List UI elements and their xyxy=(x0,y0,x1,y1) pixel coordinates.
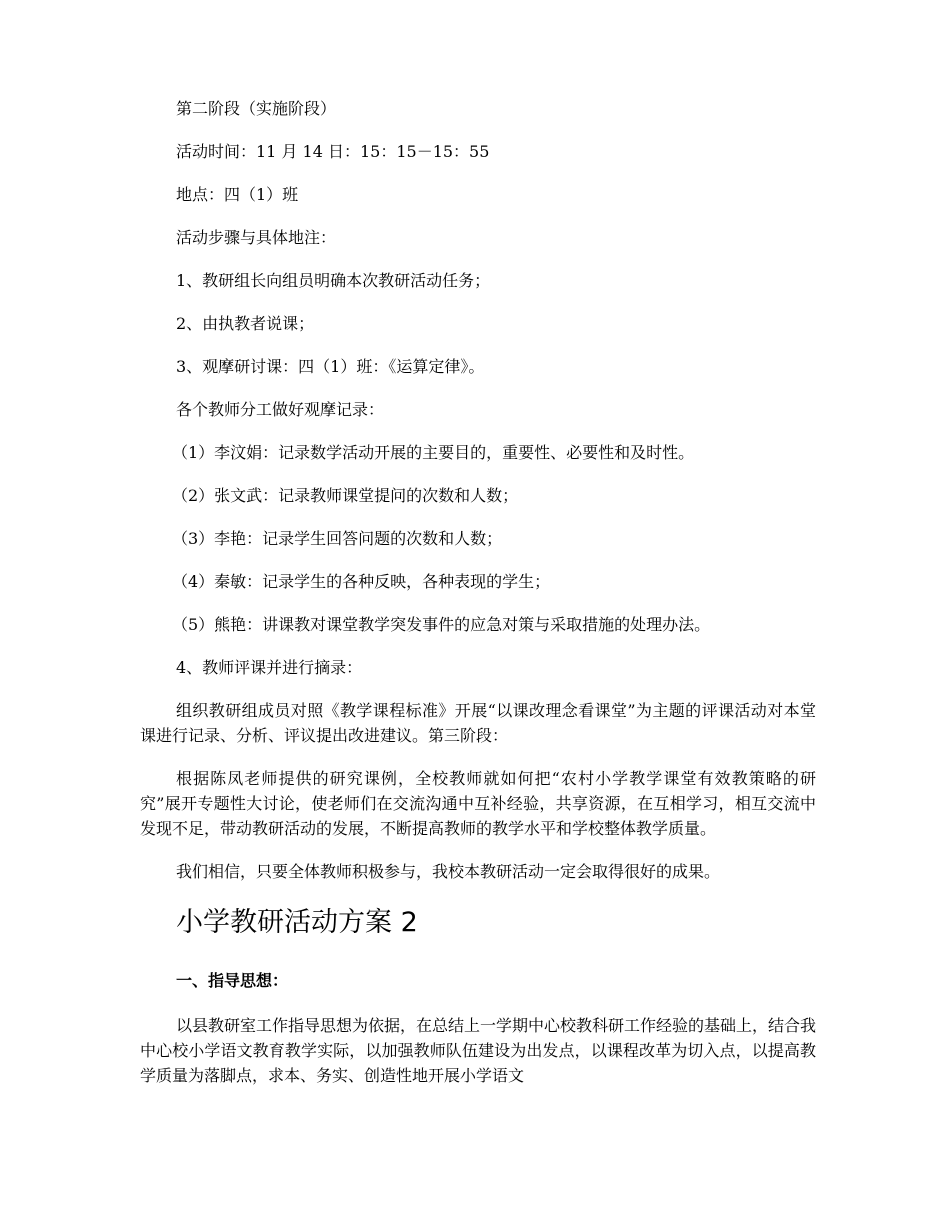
paragraph-discussion: 根据陈凤老师提供的研究课例，全校教师就如何把“农村小学教学课堂有效教策略的研究”展开专题性大讨论，使老师们在交流沟通中互补经验，共享资源，在互相学习，相互交流中发现不足，带动教研活动的发展，不断提高教师的教学水平和学校整体教学质量。 xyxy=(140,769,816,838)
document-content xyxy=(140,96,816,1106)
observer-item: （1）李汶娟：记录数学活动开展的主要目的，重要性、必要性和及时性。 xyxy=(172,443,695,462)
observer-item: （3）李艳：记录学生回答问题的次数和人数； xyxy=(172,529,503,548)
step-4: 4、教师评课并进行摘录： xyxy=(176,658,363,677)
step-1: 1、教研组长向组员明确本次教研活动任务； xyxy=(176,271,491,290)
section-title-guiding-ideology: 一、指导思想： xyxy=(176,971,289,990)
step-3: 3、观摩研讨课：四（1）班：《运算定律》。 xyxy=(176,357,485,376)
stage-title: 第二阶段（实施阶段） xyxy=(176,99,337,118)
observer-item: （2）张文武：记录教师课堂提问的次数和人数； xyxy=(172,486,519,505)
observer-item: （4）秦敏：记录学生的各种反映，各种表现的学生； xyxy=(172,572,551,591)
paragraph-guiding-ideology: 以县教研室工作指导思想为依据，在总结上一学期中心校教科研工作经验的基础上，结合我中心校小学语文教育教学实际，以加强教师队伍建设为出发点，以课程改革为切入点，以提高教学质量为落脚点，求本、务实、创造性地开展小学语文 xyxy=(140,1016,817,1085)
observe-label: 各个教师分工做好观摩记录： xyxy=(176,400,385,419)
paragraph-conclusion: 我们相信，只要全体教师积极参与，我校本教研活动一定会取得很好的成果。 xyxy=(176,862,721,881)
step-2: 2、由执教者说课； xyxy=(176,314,315,333)
plan-heading: 小学教研活动方案 2 xyxy=(176,907,418,938)
observer-item: （5）熊艳：讲课教对课堂教学突发事件的应急对策与采取措施的处理办法。 xyxy=(172,615,711,634)
steps-label: 活动步骤与具体地注： xyxy=(176,228,337,247)
activity-place: 地点：四（1）班 xyxy=(176,185,299,204)
paragraph-evaluation: 组织教研组成员对照《教学课程标准》开展“以课改理念看课堂”为主题的评课活动对本堂课进行记录、分析、评议提出改进建议。第三阶段： xyxy=(140,701,816,745)
activity-time: 活动时间：11 月 14 日：15：15－15：55 xyxy=(176,142,490,161)
